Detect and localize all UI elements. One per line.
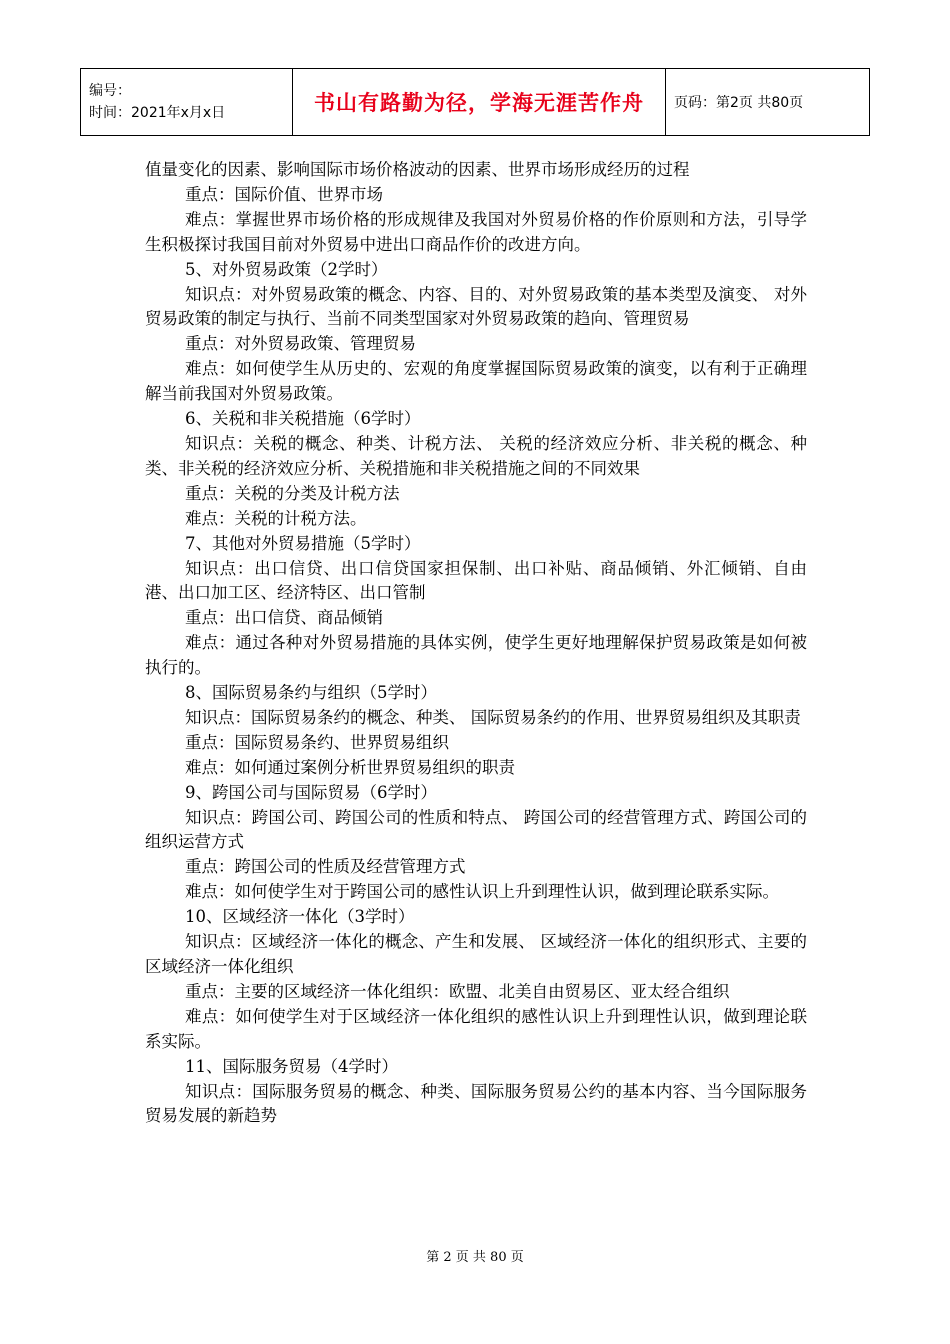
body-paragraph: 知识点：国际贸易条约的概念、种类、 国际贸易条约的作用、世界贸易组织及其职责 [185, 707, 801, 727]
body-paragraph: 难点：通过各种对外贸易措施的具体实例，使学生更好地理解保护贸易政策是如何被执行的。 [145, 633, 807, 678]
header-motto: 书山有路勤为径，学海无涯苦作舟 [293, 69, 666, 136]
body-paragraph: 重点：国际贸易条约、世界贸易组织 [185, 732, 449, 752]
body-paragraph: 难点：关税的计税方法。 [185, 508, 367, 528]
document-body [145, 158, 807, 1129]
body-paragraph: 知识点：区域经济一体化的概念、产生和发展、 区域经济一体化的组织形式、主要的区域经济一体化组织 [145, 932, 807, 976]
body-paragraph: 知识点：出口信贷、出口信贷国家担保制、出口补贴、商品倾销、外汇倾销、自由港、出口加工区、经济特区、出口管制 [145, 558, 807, 603]
document-header [80, 68, 870, 136]
body-paragraph: 7、其他对外贸易措施（5学时） [185, 533, 421, 553]
body-paragraph: 知识点：对外贸易政策的概念、内容、目的、对外贸易政策的基本类型及演变、 对外贸易政策的制定与执行、当前不同类型国家对外贸易政策的趋向、管理贸易 [145, 284, 807, 329]
body-paragraph: 知识点：关税的概念、种类、计税方法、 关税的经济效应分析、非关税的概念、种类、非关税的经济效应分析、关税措施和非关税措施之间的不同效果 [145, 433, 807, 478]
body-paragraph: 重点：跨国公司的性质及经营管理方式 [185, 857, 466, 877]
serial-number-label: 编号： [89, 83, 131, 99]
body-paragraph: 8、国际贸易条约与组织（5学时） [185, 683, 437, 703]
body-paragraph: 重点：主要的区域经济一体化组织：欧盟、北美自由贸易区、亚太经合组织 [185, 981, 730, 1001]
header-page-info: 页码：第2页 共80页 [666, 69, 870, 136]
body-paragraph: 11、国际服务贸易（4学时） [185, 1056, 398, 1076]
body-paragraph: 难点：如何使学生对于跨国公司的感性认识上升到理性认识，做到理论联系实际。 [185, 882, 779, 902]
body-paragraph: 难点：如何使学生从历史的、宏观的角度掌握国际贸易政策的演变，以有利于正确理解当前我国对外贸易政策。 [145, 359, 807, 404]
body-paragraph: 重点：关税的分类及计税方法 [185, 483, 400, 503]
header-meta-cell [81, 69, 293, 136]
body-paragraph: 9、跨国公司与国际贸易（6学时） [185, 782, 437, 802]
body-paragraph: 难点：掌握世界市场价格的形成规律及我国对外贸易价格的作价原则和方法，引导学生积极探讨我国目前对外贸易中进出口商品作价的改进方向。 [145, 209, 807, 254]
body-paragraph: 知识点：跨国公司、跨国公司的性质和特点、 跨国公司的经营管理方式、跨国公司的组织运营方式 [145, 807, 807, 852]
body-paragraph: 重点：对外贸易政策、管理贸易 [185, 334, 416, 354]
body-paragraph: 知识点：国际服务贸易的概念、种类、国际服务贸易公约的基本内容、当今国际服务贸易发展的新趋势 [145, 1081, 807, 1126]
body-paragraph: 难点：如何使学生对于区域经济一体化组织的感性认识上升到理性认识，做到理论联系实际。 [145, 1006, 807, 1051]
body-paragraph: 5、对外贸易政策（2学时） [185, 259, 388, 279]
body-paragraph: 10、区域经济一体化（3学时） [185, 907, 415, 927]
body-paragraph: 6、关税和非关税措施（6学时） [185, 409, 421, 429]
body-paragraph: 重点：国际价值、世界市场 [185, 184, 383, 204]
page-footer: 第 2 页 共 80 页 [426, 1250, 524, 1265]
body-paragraph: 重点：出口信贷、商品倾销 [185, 608, 383, 628]
body-paragraph: 难点：如何通过案例分析世界贸易组织的职责 [185, 757, 515, 777]
body-paragraph: 值量变化的因素、影响国际市场价格波动的因素、世界市场形成经历的过程 [145, 160, 690, 179]
date-label: 时间：2021年x月x日 [89, 105, 226, 121]
